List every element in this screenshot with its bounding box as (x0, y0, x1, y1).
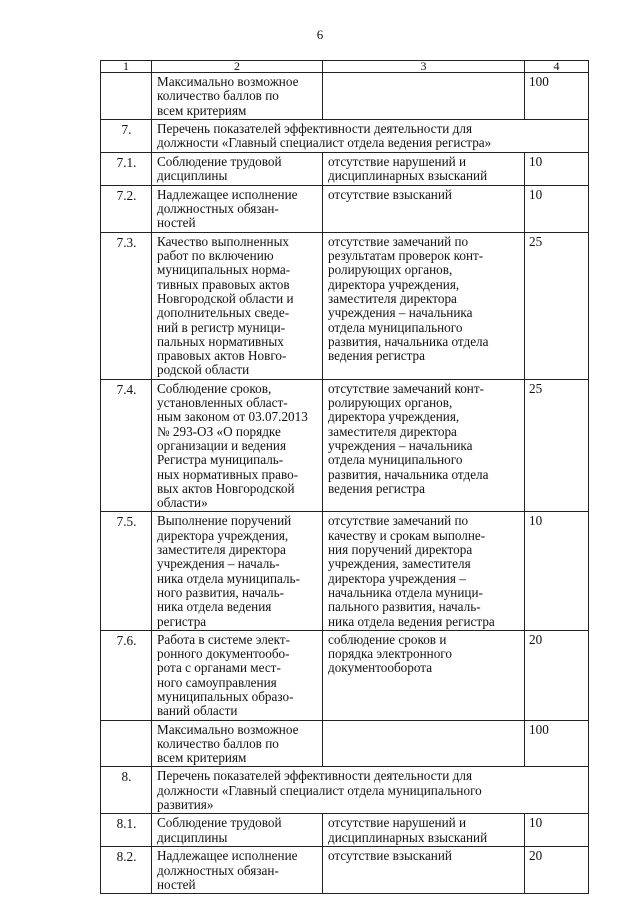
table-row (101, 379, 589, 512)
table-row (101, 814, 589, 847)
table-row (101, 232, 589, 379)
indicator-cell (323, 720, 525, 767)
section-title: Перечень показателей эффективности деятельности для должности «Главный специалист отдела муниципального развития» (152, 767, 589, 814)
section-number: 8. (101, 767, 152, 814)
score-cell: 20 (525, 630, 589, 720)
score-cell: 100 (525, 720, 589, 767)
criterion-cell: Качество выполненных работ по включению муниципальных норма- тивных правовых актов Новгородской области и дополнительных сведе- ний в регистр муници- пальных нормативных правовых актов Новго- родской области (152, 232, 323, 379)
section-row (101, 767, 589, 814)
header-cell: 3 (323, 61, 525, 73)
table-row (101, 847, 589, 894)
table-row (101, 630, 589, 720)
row-number: 7.2. (101, 185, 152, 232)
table-row (101, 152, 589, 185)
row-number: 8.1. (101, 814, 152, 847)
header-cell: 4 (525, 61, 589, 73)
section-row (101, 119, 589, 152)
indicator-cell: отсутствие замечаний конт- ролирующих органов, директора учреждения, заместителя директора учреждения – начальника отдела муниципального развития, начальника отдела ведения регистра (323, 379, 525, 512)
score-cell: 10 (525, 185, 589, 232)
criterion-cell: Выполнение поручений директора учреждения, заместителя директора учреждения – началь- ника отдела муниципаль- ного развития, началь- ника отдела ведения регистра (152, 512, 323, 630)
criterion-cell: Надлежащее исполнение должностных обязан- ностей (152, 185, 323, 232)
criterion-cell: Соблюдение сроков, установленных област- ным законом от 03.07.2013 № 293-ОЗ «О порядке организации и ведения Регистра муниципаль- ных нормативных право- вых актов Новгородской области» (152, 379, 323, 512)
indicator-cell: отсутствие взысканий (323, 185, 525, 232)
indicator-cell: отсутствие замечаний по качеству и срокам выполне- ния поручений директора учреждения, заместителя директора учреждения – начальника отдела муници- пального развития, началь- ника отдела ведения регистра (323, 512, 525, 630)
score-cell: 10 (525, 512, 589, 630)
header-cell: 1 (101, 61, 152, 73)
score-cell: 25 (525, 232, 589, 379)
table-header-row (101, 61, 589, 73)
indicator-cell: соблюдение сроков и порядка электронного документооборота (323, 630, 525, 720)
indicator-cell: отсутствие нарушений и дисциплинарных взысканий (323, 152, 525, 185)
section-title: Перечень показателей эффективности деятельности для должности «Главный специалист отдела ведения регистра» (152, 119, 589, 152)
row-number (101, 73, 152, 120)
row-number: 7.1. (101, 152, 152, 185)
row-number: 7.3. (101, 232, 152, 379)
indicator-cell: отсутствие взысканий (323, 847, 525, 894)
criteria-table (100, 60, 589, 894)
indicator-cell (323, 73, 525, 120)
header-cell: 2 (152, 61, 323, 73)
score-cell: 100 (525, 73, 589, 120)
page-number: 6 (316, 27, 324, 42)
score-cell: 10 (525, 152, 589, 185)
row-number: 7.5. (101, 512, 152, 630)
score-cell: 10 (525, 814, 589, 847)
criterion-cell: Максимально возможное количество баллов по всем критериям (152, 73, 323, 120)
row-number: 7.6. (101, 630, 152, 720)
table-row (101, 73, 589, 120)
indicator-cell: отсутствие замечаний по результатам проверок конт- ролирующих органов, директора учреждения, заместителя директора учреждения – начальника отдела муниципального развития, начальника отдела ведения регистра (323, 232, 525, 379)
score-cell: 20 (525, 847, 589, 894)
row-number: 8.2. (101, 847, 152, 894)
indicator-cell: отсутствие нарушений и дисциплинарных взысканий (323, 814, 525, 847)
criterion-cell: Надлежащее исполнение должностных обязан- ностей (152, 847, 323, 894)
table-row (101, 512, 589, 630)
criterion-cell: Соблюдение трудовой дисциплины (152, 814, 323, 847)
section-number: 7. (101, 119, 152, 152)
table-row (101, 720, 589, 767)
table-row (101, 185, 589, 232)
score-cell: 25 (525, 379, 589, 512)
row-number: 7.4. (101, 379, 152, 512)
criterion-cell: Работа в системе элект- ронного документообо- рота с органами мест- ного самоуправления муниципальных образо- ваний области (152, 630, 323, 720)
criterion-cell: Соблюдение трудовой дисциплины (152, 152, 323, 185)
row-number (101, 720, 152, 767)
criterion-cell: Максимально возможное количество баллов по всем критериям (152, 720, 323, 767)
